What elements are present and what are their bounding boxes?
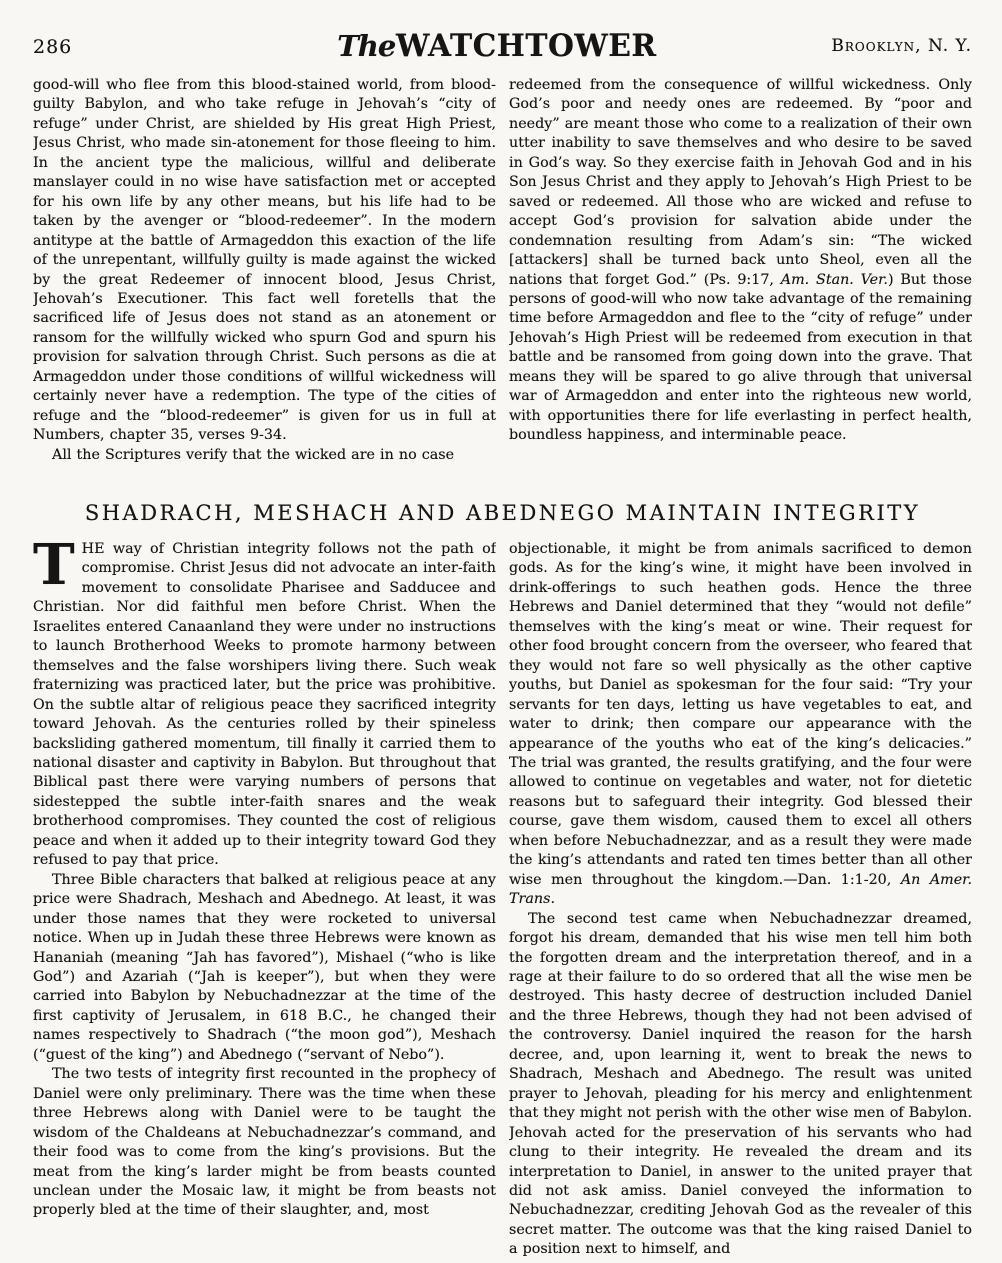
- paragraph: [509, 540, 972, 910]
- paragraph: [509, 76, 972, 446]
- paragraph-text: The second test came when Nebuchadnezzar dreamed, forgot his dream, demanded that his wise men tell him both the forgotten dream and the interpretation thereof, and in a rage at their failure to do so ordered that all the wise men be destroyed. This hasty decree of destruction included Daniel and the three Hebrews, though they had not been advised of the controversy. Daniel inquired the reason for the harsh decree, and, upon learning it, went to break the news to Shadrach, Meshach and Abednego. The result was united prayer to Jehovah, pleading for his mercy and enlightenment that they might not perish with the other wise men of Babylon. Jehovah acted for the preservation of his servants who had clung to their integrity. He revealed the dream and its interpretation to Daniel, in answer to the united prayer that did not ask amiss. Daniel conveyed the information to Nebuchadnezzar, crediting Jehovah God as the revealer of this secret matter. The outcome was that the king raised Daniel to a position next to himself, and: [509, 910, 972, 1256]
- scripture-citation-italic: An Amer. Trans.: [509, 871, 972, 908]
- paragraph: [33, 446, 496, 465]
- paragraph-text: objectionable, it might be from animals sacrificed to demon gods. As for the king’s wine, it might have been involved in drink-offerings to such heathen gods. Hence the three Hebrews and Daniel determined that they “would not defile” themselves with the king’s meat or wine. Their request for other food brought concern from the overseer, who feared that they would not fare so well physically as the other captive youths, but Daniel as spokesman for the four said: “Try your servants for ten days, letting us have vegetables to eat, and water to drink; then compare our appearance with the appearance of the youths who eat of the king’s delicacies.” The trial was granted, the results gratifying, and the four were allowed to continue on vegetables and water, not for dietetic reasons but to safeguard their integrity. God blessed their course, gave them wisdom, caused them to excel all others when before Nebuchadnezzar, and as a result they were made the king’s attendants and rated ten times better than all other wise men throughout the kingdom.—Dan. 1:1-20,: [509, 541, 972, 888]
- article1-columns: [33, 76, 972, 472]
- running-head: [33, 28, 972, 68]
- issue-location: Brooklyn, N. Y.: [831, 36, 972, 56]
- paragraph-text: good-will who flee from this blood-stained world, from blood-guilty Babylon, and who take refuge in Jehovah’s “city of refuge” under Christ, are shielded by His great High Priest, Jesus Christ, who made sin-atonement for those fleeing to him. In the ancient type the malicious, willful and deliberate manslayer could in no wise have satisfaction met or accepted for his own life by any other means, but his life had to be taken by the avenger or “blood-redeemer”. In the modern antitype at the battle of Armageddon this exaction of the life of the unrepentant, willfully guilty is made against the wicked by the great Redeemer of innocent blood, Jesus Christ, Jehovah’s Executioner. This fact well foretells that the sacrificed life of Jesus does not stand as an atonement or ransom for the willfully wicked who spurn God and spurn his provision for salvation through Christ. Such persons as die at Armageddon under those conditions of willful wickedness will certainly never have a redemption. The type of the cities of refuge and the “blood-redeemer” is given for us in full at Numbers, chapter 35, verses 9-34.: [33, 77, 496, 444]
- masthead-the: The: [337, 29, 396, 63]
- paragraph: [509, 910, 972, 1256]
- article2-columns: [33, 540, 972, 1256]
- masthead-title: WATCHTOWER: [396, 28, 657, 64]
- section-heading: SHADRACH, MESHACH AND ABEDNEGO MAINTAIN INTEGRITY: [84, 501, 921, 525]
- article1-left-column: [33, 76, 496, 472]
- paragraph-text: Three Bible characters that balked at religious peace at any price were Shadrach, Meshach and Abednego. At least, it was under those names that they were rocketed to universal notice. When up in Judah these three Hebrews were known as Hananiah (meaning “Jah has favored”), Mishael (“who is like God”) and Azariah (“Jah is keeper”), but when they were carried into Babylon by Nebuchadnezzar at the time of the first captivity of Jerusalem, in 618 B.C., he changed their names respectively to Shadrach (“the moon god”), Meshach (“guest of the king”) and Abednego (“servant of Nebo”).: [33, 871, 496, 1063]
- paragraph-text: HE way of Christian integrity follows not the path of compromise. Christ Jesus did not advocate an inter-faith movement to consolidate Pharisee and Sadducee and Christian. Nor did faithful men before Christ. When the Israelites entered Canaanland they were under no instructions to launch Brotherhood Weeks to promote harmony between themselves and the false worshipers living there. Such weak fraternizing was practiced later, but the price was prohibitive. On the subtle altar of religious peace they sacrificed integrity toward Jehovah. As the centuries rolled by their spineless backsliding gathered momentum, till finally it carried them to national disaster and captivity in Babylon. But throughout that Biblical past there were varying numbers of persons that sidestepped the subtle inter-faith snares and the weak brotherhood compromises. They counted the cost of religious peace and when it added up to their integrity toward God they refused to pay that price.: [33, 541, 496, 869]
- paragraph: [33, 76, 496, 446]
- paragraph: [33, 540, 496, 871]
- article1-right-column: [509, 76, 972, 472]
- article2-right-column: [509, 540, 972, 1256]
- paragraph-text: redeemed from the consequence of willful wickedness. Only God’s poor and needy ones are redeemed. By “poor and needy” are meant those who come to a realization of their own utter inability to save themselves and who desire to be saved in God’s way. So they exercise faith in Jehovah God and in his Son Jesus Christ and they apply to Jehovah’s High Priest to be saved or redeemed. All those who are wicked and refuse to accept God’s provision for salvation abide under the condemnation resulting from Adam’s sin: “The wicked [attackers] shall be turned back unto Sheol, even all the nations that forget God.” (Ps. 9:17,: [509, 77, 972, 288]
- paragraph-text: The two tests of integrity first recounted in the prophecy of Daniel were only preliminary. There was the time when these three Hebrews along with Daniel were to be taught the wisdom of the Chaldeans at Nebuchadnezzar’s command, and their food was to come from the king’s provisions. But the meat from the king’s larder might be from beasts counted unclean under the Mosaic law, it might be from beasts not properly bled at the time of their slaughter, and, most: [33, 1066, 496, 1219]
- article2-left-column: [33, 540, 496, 1256]
- paragraph-text: ) But those persons of good-will who now take advantage of the remaining time before Armageddon and flee to the “city of refuge” under Jehovah’s High Priest will be redeemed from execution in that battle and be ransomed from going down into the grave. That means they will be spared to go alive through that universal war of Armageddon and enter into the righteous new world, with opportunities there for life everlasting in perfect health, boundless happiness, and interminable peace.: [509, 271, 972, 444]
- paragraph-text: All the Scriptures verify that the wicked are in no case: [52, 446, 455, 463]
- paragraph: [33, 871, 496, 1066]
- page-number: 286: [33, 36, 73, 58]
- scripture-citation-italic: Am. Stan. Ver.: [780, 271, 888, 288]
- drop-cap: T: [33, 540, 75, 598]
- paragraph: [33, 1065, 496, 1221]
